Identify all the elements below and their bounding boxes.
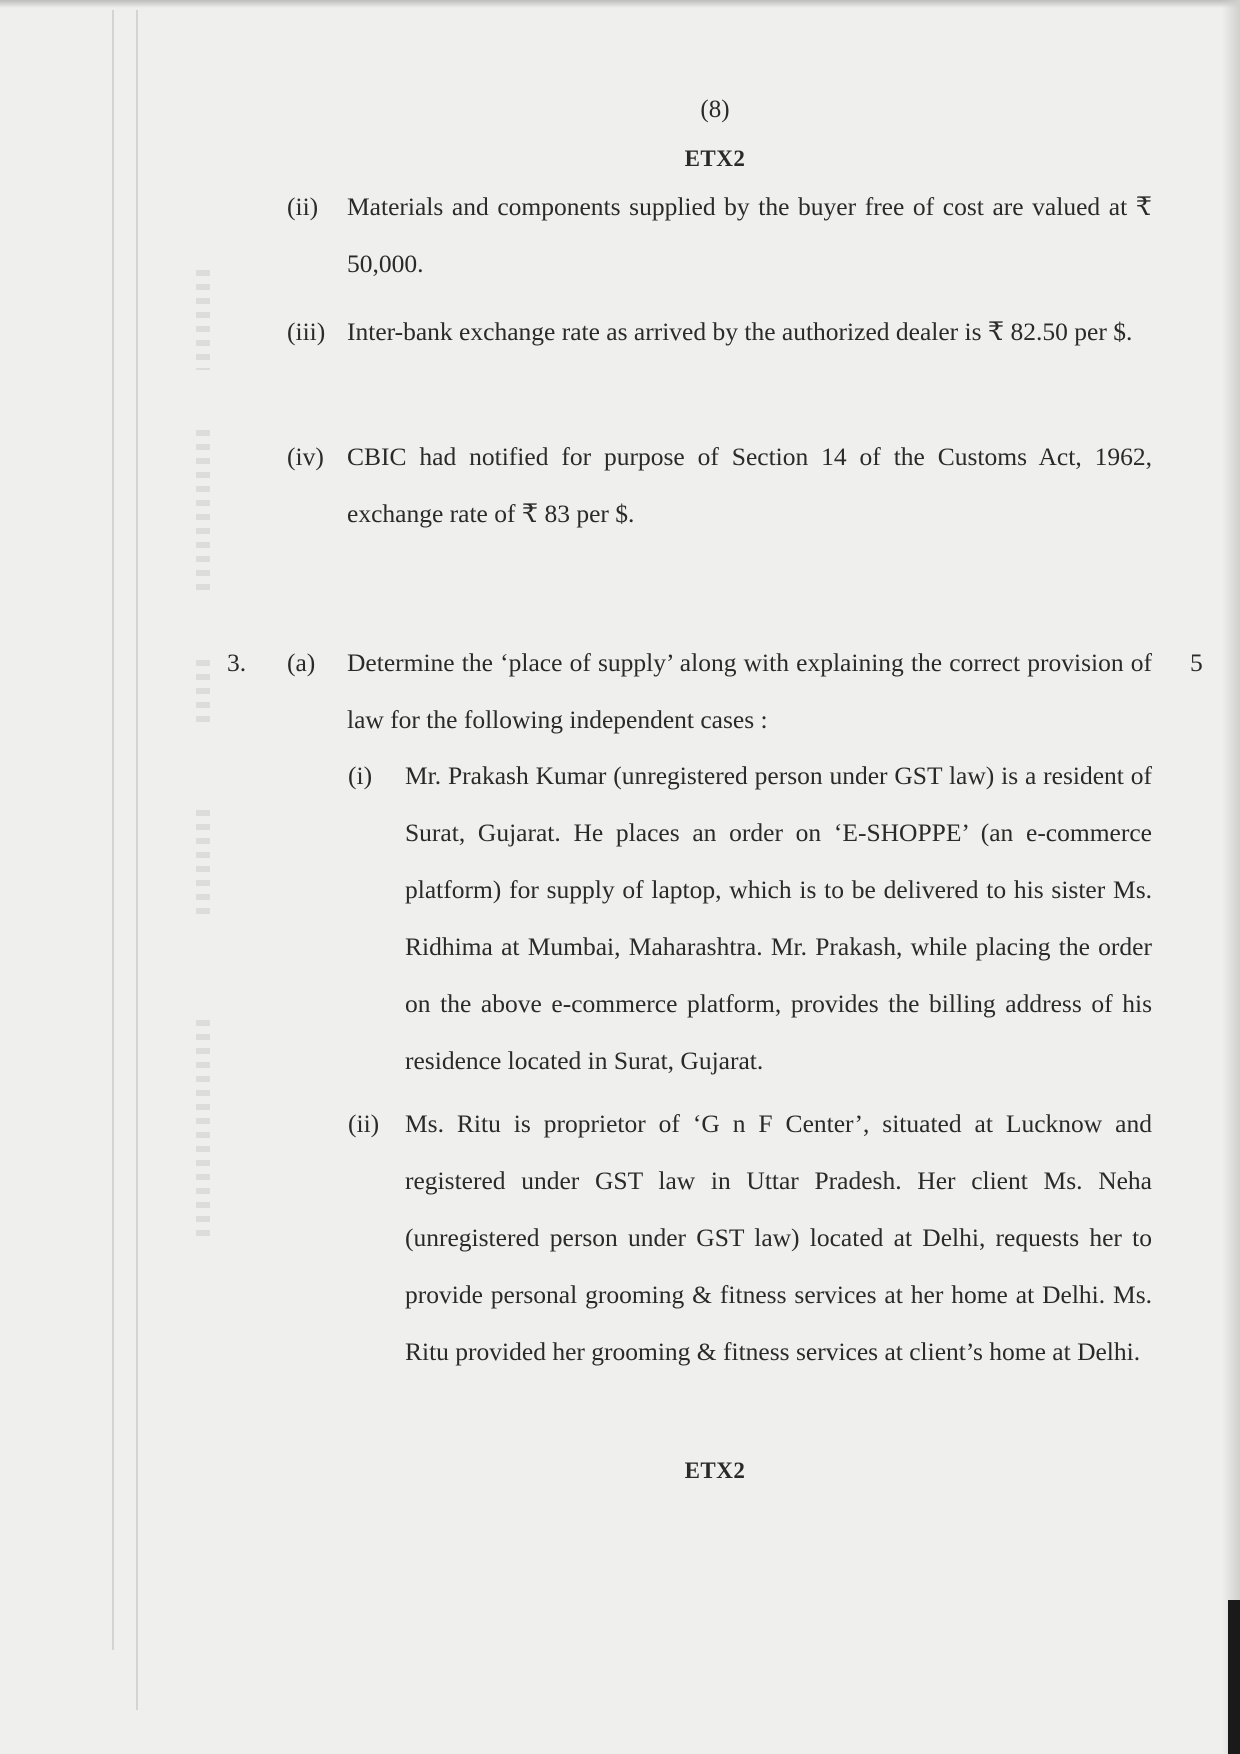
binding-marks [196,810,210,920]
question-marks: 5 [1190,648,1203,677]
list-item-text: Inter-bank exchange rate as arrived by the authorized dealer is ₹ 82.50 per $. [347,317,1133,346]
scan-right-bar [1228,1600,1240,1754]
scan-left-line [112,10,114,1650]
case-text: Ms. Ritu is proprietor of ‘G n F Center’, situated at Lucknow and registered under GST law in Uttar Pradesh. Her client Ms. Neha (unregistered person under GST law) located at Delhi, requests her to provide personal grooming & fitness services at her home at Delhi. Ms. Ritu provided her grooming & fitness services at client’s home at Delhi. [405,1109,1152,1366]
scan-left-line [136,10,138,1710]
case-label: (ii) [348,1109,380,1138]
paper-code-bottom: ETX2 [684,1458,746,1483]
question-part-label: (a) [287,648,316,677]
list-item-text: CBIC had notified for purpose of Section 14 of the Customs Act, 1962, exchange rate of ₹ 83 per $. [347,442,1152,528]
list-item-label: (iii) [287,317,326,346]
binding-marks [196,270,210,370]
binding-marks [196,430,210,590]
list-item-label: (ii) [287,192,319,221]
case-text: Mr. Prakash Kumar (unregistered person under GST law) is a resident of Surat, Gujarat. He places an order on ‘E-SHOPPE’ (an e-commerce platform) for supply of laptop, which is to be delivered to his sister Ms. Ridhima at Mumbai, Maharashtra. Mr. Prakash, while placing the order on the above e-commerce platform, provides the billing address of his residence located in Surat, Gujarat. [405,761,1152,1075]
list-item-label: (iv) [287,442,324,471]
question-number: 3. [227,648,247,677]
binding-marks [196,660,210,730]
question-part-text: Determine the ‘place of supply’ along with explaining the correct provision of law for the following independent cases : [347,648,1152,734]
case-label: (i) [348,761,373,790]
list-item-text: Materials and components supplied by the buyer free of cost are valued at ₹ 50,000. [347,192,1152,278]
binding-marks [196,1020,210,1240]
paper-code-top: ETX2 [684,146,746,171]
scan-top-edge [0,0,1240,8]
page-number: (8) [700,96,730,123]
scan-right-shadow [1222,0,1240,1754]
